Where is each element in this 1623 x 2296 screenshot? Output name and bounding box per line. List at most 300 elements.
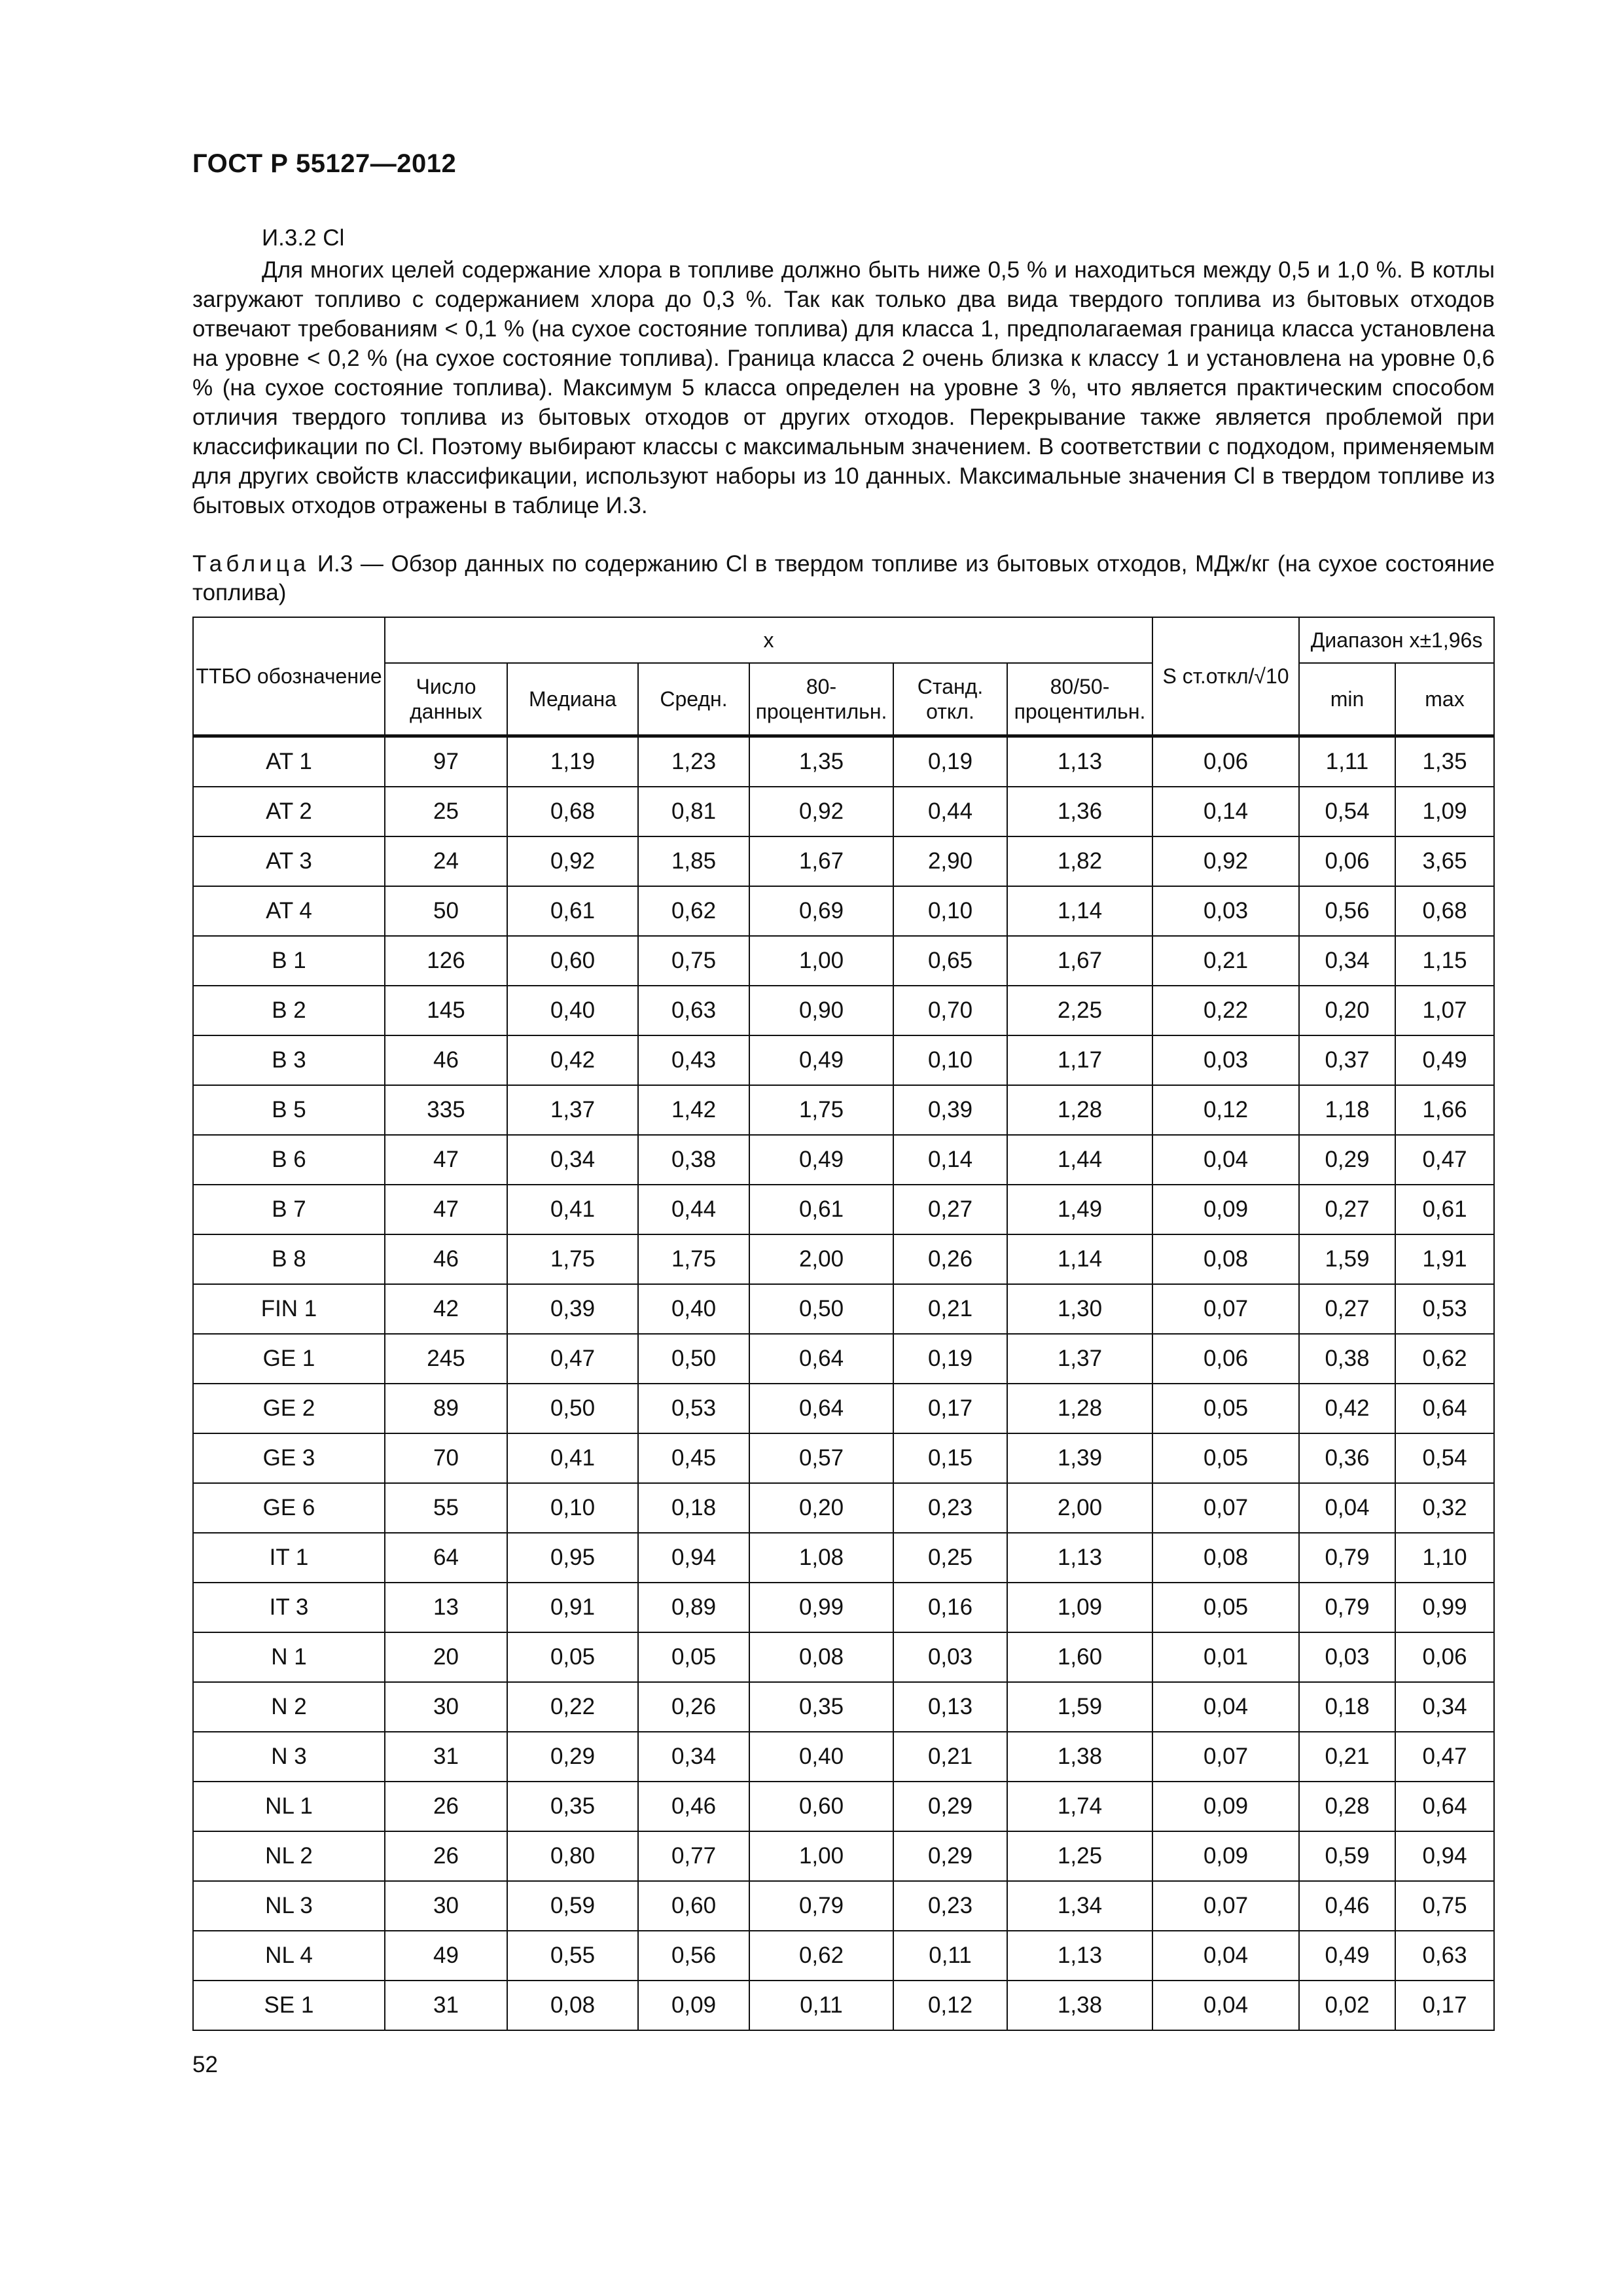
- table-cell: 0,68: [507, 787, 638, 836]
- table-cell: 0,05: [1152, 1384, 1299, 1433]
- table-cell: 0,26: [638, 1682, 749, 1732]
- table-cell: 1,66: [1395, 1085, 1494, 1135]
- table-row: [193, 1234, 1494, 1284]
- table-cell: 0,43: [638, 1035, 749, 1085]
- table-cell: 1,17: [1007, 1035, 1152, 1085]
- header-p80: 80-процентильн.: [749, 663, 893, 736]
- table-cell: 24: [385, 836, 507, 886]
- table-cell: 0,42: [1299, 1384, 1395, 1433]
- table-cell: 0,92: [1152, 836, 1299, 886]
- table-cell: 0,01: [1152, 1632, 1299, 1682]
- table-row: [193, 1881, 1494, 1931]
- table-cell: 0,92: [507, 836, 638, 886]
- table-row: [193, 1732, 1494, 1782]
- table-cell: 0,46: [1299, 1881, 1395, 1931]
- table-cell: 1,13: [1007, 1533, 1152, 1583]
- table-cell: 0,63: [638, 986, 749, 1035]
- table-cell: 47: [385, 1185, 507, 1234]
- table-row: [193, 1085, 1494, 1135]
- table-row: [193, 1632, 1494, 1682]
- table-cell: 0,94: [638, 1533, 749, 1583]
- table-cell: 0,64: [1395, 1384, 1494, 1433]
- table-cell: 0,09: [638, 1981, 749, 2030]
- table-row: [193, 1831, 1494, 1881]
- table-cell: 0,11: [893, 1931, 1007, 1981]
- table-cell: 0,94: [1395, 1831, 1494, 1881]
- table-cell: 0,64: [749, 1334, 893, 1384]
- table-cell: 1,13: [1007, 1931, 1152, 1981]
- table-cell: 0,11: [749, 1981, 893, 2030]
- table-row: [193, 1782, 1494, 1831]
- header-median: Медиана: [507, 663, 638, 736]
- table-cell: 0,56: [1299, 886, 1395, 936]
- table-cell: 0,57: [749, 1433, 893, 1483]
- table-cell: 0,35: [749, 1682, 893, 1732]
- table-cell: 0,08: [507, 1981, 638, 2030]
- table-cell: 0,44: [893, 787, 1007, 836]
- table-cell-designation: AT 3: [193, 836, 385, 886]
- table-cell: 0,03: [1152, 886, 1299, 936]
- table-row: [193, 1334, 1494, 1384]
- table-row: [193, 1931, 1494, 1981]
- table-cell: 1,15: [1395, 936, 1494, 986]
- table-cell: 0,06: [1152, 1334, 1299, 1384]
- table-cell: 0,39: [507, 1284, 638, 1334]
- header-stdev: Станд. откл.: [893, 663, 1007, 736]
- table-cell: 97: [385, 736, 507, 787]
- header-max: max: [1395, 663, 1494, 736]
- table-cell: 0,29: [893, 1831, 1007, 1881]
- table-cell: 0,42: [507, 1035, 638, 1085]
- table-cell: 0,81: [638, 787, 749, 836]
- table-caption: [192, 550, 1495, 607]
- table-row: [193, 1284, 1494, 1334]
- table-cell: 0,29: [507, 1732, 638, 1782]
- table-cell: 0,92: [749, 787, 893, 836]
- table-cell: 0,20: [749, 1483, 893, 1533]
- table-cell: 0,21: [1152, 936, 1299, 986]
- table-cell: 0,06: [1395, 1632, 1494, 1682]
- table-cell: 46: [385, 1035, 507, 1085]
- table-cell: 0,44: [638, 1185, 749, 1234]
- table-cell: 0,45: [638, 1433, 749, 1483]
- table-row: [193, 1682, 1494, 1732]
- table-cell: 0,38: [1299, 1334, 1395, 1384]
- table-caption-text: И.3 — Обзор данных по содержанию Cl в твердом топливе из бытовых отходов, МДж/кг (на сухое состояние топлива): [192, 551, 1495, 605]
- table-cell: 0,07: [1152, 1881, 1299, 1931]
- table-cell-designation: N 2: [193, 1682, 385, 1732]
- table-cell: 0,79: [1299, 1533, 1395, 1583]
- table-cell: 0,06: [1299, 836, 1395, 886]
- table-row: [193, 1981, 1494, 2030]
- table-cell: 0,79: [1299, 1583, 1395, 1632]
- table-row: [193, 886, 1494, 936]
- table-cell: 0,59: [1299, 1831, 1395, 1881]
- table-cell: 0,17: [1395, 1981, 1494, 2030]
- table-cell: 0,32: [1395, 1483, 1494, 1533]
- table-cell-designation: B 5: [193, 1085, 385, 1135]
- table-row: [193, 836, 1494, 886]
- table-cell: 0,07: [1152, 1732, 1299, 1782]
- table-cell: 0,27: [1299, 1284, 1395, 1334]
- table-cell: 0,54: [1299, 787, 1395, 836]
- table-cell-designation: GE 2: [193, 1384, 385, 1433]
- table-cell: 1,37: [1007, 1334, 1152, 1384]
- table-cell: 1,91: [1395, 1234, 1494, 1284]
- table-cell: 0,18: [638, 1483, 749, 1533]
- table-cell: 0,50: [749, 1284, 893, 1334]
- table-cell-designation: N 3: [193, 1732, 385, 1782]
- table-cell: 1,28: [1007, 1085, 1152, 1135]
- table-cell-designation: NL 4: [193, 1931, 385, 1981]
- table-cell-designation: B 7: [193, 1185, 385, 1234]
- table-cell: 1,75: [638, 1234, 749, 1284]
- table-cell: 0,20: [1299, 986, 1395, 1035]
- table-cell: 1,85: [638, 836, 749, 886]
- table-cell: 0,19: [893, 1334, 1007, 1384]
- table-cell: 1,14: [1007, 886, 1152, 936]
- table-cell: 0,03: [1299, 1632, 1395, 1682]
- header-p8050: 80/50-процентильн.: [1007, 663, 1152, 736]
- table-cell: 0,99: [1395, 1583, 1494, 1632]
- table-cell: 1,60: [1007, 1632, 1152, 1682]
- section-title: И.3.2 Cl: [262, 225, 345, 251]
- table-row: [193, 736, 1494, 787]
- table-cell: 1,38: [1007, 1732, 1152, 1782]
- table-cell: 0,04: [1152, 1682, 1299, 1732]
- table-cell: 0,07: [1152, 1483, 1299, 1533]
- table-cell: 0,28: [1299, 1782, 1395, 1831]
- table-cell: 0,50: [638, 1334, 749, 1384]
- table-cell: 0,04: [1299, 1483, 1395, 1533]
- table-cell: 0,27: [1299, 1185, 1395, 1234]
- table-cell-designation: IT 1: [193, 1533, 385, 1583]
- header-mean: Средн.: [638, 663, 749, 736]
- table-cell: 1,42: [638, 1085, 749, 1135]
- table-cell: 0,23: [893, 1881, 1007, 1931]
- table-cell: 89: [385, 1384, 507, 1433]
- table-cell: 126: [385, 936, 507, 986]
- table-cell-designation: SE 1: [193, 1981, 385, 2030]
- table-cell: 0,04: [1152, 1981, 1299, 2030]
- table-cell: 0,15: [893, 1433, 1007, 1483]
- table-cell-designation: AT 4: [193, 886, 385, 936]
- table-cell: 0,47: [507, 1334, 638, 1384]
- table-cell: 0,39: [893, 1085, 1007, 1135]
- table-cell: 1,67: [749, 836, 893, 886]
- table-cell: 0,04: [1152, 1135, 1299, 1185]
- table-cell-designation: B 3: [193, 1035, 385, 1085]
- table-cell-designation: AT 1: [193, 736, 385, 787]
- table-cell: 1,49: [1007, 1185, 1152, 1234]
- table-cell: 26: [385, 1831, 507, 1881]
- table-cell: 0,08: [1152, 1533, 1299, 1583]
- table-cell: 0,53: [1395, 1284, 1494, 1334]
- table-cell: 0,26: [893, 1234, 1007, 1284]
- table-cell: 0,05: [1152, 1433, 1299, 1483]
- table-cell: 0,62: [1395, 1334, 1494, 1384]
- table-cell: 0,41: [507, 1433, 638, 1483]
- table-cell: 0,77: [638, 1831, 749, 1881]
- table-cell: 0,46: [638, 1782, 749, 1831]
- table-cell: 0,34: [1299, 936, 1395, 986]
- table-cell: 1,38: [1007, 1981, 1152, 2030]
- table-cell: 0,03: [893, 1632, 1007, 1682]
- table-cell: 1,00: [749, 936, 893, 986]
- table-cell: 245: [385, 1334, 507, 1384]
- table-row: [193, 936, 1494, 986]
- table-cell: 1,44: [1007, 1135, 1152, 1185]
- table-cell: 0,09: [1152, 1782, 1299, 1831]
- table-cell: 0,47: [1395, 1732, 1494, 1782]
- table-cell: 0,80: [507, 1831, 638, 1881]
- table-cell: 0,99: [749, 1583, 893, 1632]
- table-cell: 31: [385, 1732, 507, 1782]
- table-cell: 0,60: [749, 1782, 893, 1831]
- table-cell: 0,40: [749, 1732, 893, 1782]
- table-cell-designation: NL 1: [193, 1782, 385, 1831]
- body-text: [192, 255, 1495, 520]
- table-cell: 2,90: [893, 836, 1007, 886]
- table-cell: 3,65: [1395, 836, 1494, 886]
- table-cell: 0,89: [638, 1583, 749, 1632]
- table-cell: 0,35: [507, 1782, 638, 1831]
- table-cell: 0,05: [1152, 1583, 1299, 1632]
- table-cell: 0,63: [1395, 1931, 1494, 1981]
- table-cell: 0,14: [893, 1135, 1007, 1185]
- table-cell: 0,03: [1152, 1035, 1299, 1085]
- table-cell: 1,10: [1395, 1533, 1494, 1583]
- table-cell: 0,08: [749, 1632, 893, 1682]
- table-body: [193, 736, 1494, 2031]
- table-cell: 0,41: [507, 1185, 638, 1234]
- table-cell: 1,28: [1007, 1384, 1152, 1433]
- table-cell: 0,34: [638, 1732, 749, 1782]
- table-cell: 0,29: [1299, 1135, 1395, 1185]
- table-cell: 1,35: [749, 736, 893, 787]
- table-cell: 1,25: [1007, 1831, 1152, 1881]
- table-cell: 0,49: [749, 1135, 893, 1185]
- table-cell: 1,18: [1299, 1085, 1395, 1135]
- table-cell: 0,12: [893, 1981, 1007, 2030]
- table-cell-designation: B 6: [193, 1135, 385, 1185]
- table-cell: 0,64: [1395, 1782, 1494, 1831]
- table-cell: 55: [385, 1483, 507, 1533]
- table-header: [193, 617, 1494, 736]
- page-number: 52: [192, 2052, 218, 2077]
- table-cell: 1,34: [1007, 1881, 1152, 1931]
- table-cell: 25: [385, 787, 507, 836]
- header-s: S ст.откл/√10: [1152, 617, 1299, 736]
- table-cell: 1,08: [749, 1533, 893, 1583]
- table-cell: 0,62: [749, 1931, 893, 1981]
- document-header: ГОСТ Р 55127—2012: [192, 149, 457, 178]
- table-cell: 26: [385, 1782, 507, 1831]
- body-paragraph: Для многих целей содержание хлора в топливе должно быть ниже 0,5 % и находиться между 0,5 и 1,0 %. В котлы загружают топливо с содержанием хлора до 0,3 %. Так как только два вида твердого топлива из бытовых отходов отвечают требованиям < 0,1 % (на сухое состояние топлива) для класса 1, предполагаемая граница класса установлена на уровне < 0,2 % (на сухое состояние топлива). Граница класса 2 очень близка к классу 1 и установлена на уровне 0,6 % (на сухое состояние топлива). Максимум 5 класса определен на уровне 3 %, что является практическим способом отличия твердого топлива из бытовых отходов от других отходов. Перекрывание также является проблемой при классификации по Cl. Поэтому выбирают классы с максимальным значением. В соответствии с подходом, применяемым для других свойств классификации, используют наборы из 10 данных. Максимальные значения Cl в твердом топливе из бытовых отходов отражены в таблице И.3.: [192, 257, 1495, 518]
- table-cell-designation: GE 3: [193, 1433, 385, 1483]
- table-cell: 0,21: [893, 1284, 1007, 1334]
- table-cell: 31: [385, 1981, 507, 2030]
- table-cell: 0,61: [749, 1185, 893, 1234]
- table-row: [193, 1533, 1494, 1583]
- table-cell: 0,95: [507, 1533, 638, 1583]
- table-cell: 1,75: [749, 1085, 893, 1135]
- table-cell-designation: IT 3: [193, 1583, 385, 1632]
- table-cell: 1,23: [638, 736, 749, 787]
- table-cell-designation: GE 1: [193, 1334, 385, 1384]
- table-cell: 0,75: [1395, 1881, 1494, 1931]
- table-cell: 0,21: [893, 1732, 1007, 1782]
- table-cell: 0,29: [893, 1782, 1007, 1831]
- table-cell: 2,00: [749, 1234, 893, 1284]
- table-cell: 0,18: [1299, 1682, 1395, 1732]
- table-cell: 1,09: [1395, 787, 1494, 836]
- table-cell: 49: [385, 1931, 507, 1981]
- table-cell: 0,13: [893, 1682, 1007, 1732]
- table-cell: 0,21: [1299, 1732, 1395, 1782]
- table-cell: 0,60: [638, 1881, 749, 1931]
- table-cell: 2,00: [1007, 1483, 1152, 1533]
- header-x-group: x: [385, 617, 1152, 663]
- table-cell: 0,04: [1152, 1931, 1299, 1981]
- table-cell: 0,40: [507, 986, 638, 1035]
- table-cell: 0,34: [1395, 1682, 1494, 1732]
- table-row: [193, 1185, 1494, 1234]
- table-row: [193, 986, 1494, 1035]
- table-row: [193, 1135, 1494, 1185]
- table-cell: 0,49: [749, 1035, 893, 1085]
- table-cell: 0,54: [1395, 1433, 1494, 1483]
- table-cell: 20: [385, 1632, 507, 1682]
- table-cell: 1,30: [1007, 1284, 1152, 1334]
- table-cell: 46: [385, 1234, 507, 1284]
- table-row: [193, 1433, 1494, 1483]
- table-cell: 335: [385, 1085, 507, 1135]
- table-cell: 1,09: [1007, 1583, 1152, 1632]
- table-cell: 0,38: [638, 1135, 749, 1185]
- table-cell: 0,19: [893, 736, 1007, 787]
- table-cell: 0,36: [1299, 1433, 1395, 1483]
- table-cell: 1,14: [1007, 1234, 1152, 1284]
- table-cell-designation: B 2: [193, 986, 385, 1035]
- table-cell: 0,25: [893, 1533, 1007, 1583]
- table-cell: 70: [385, 1433, 507, 1483]
- table-cell: 0,02: [1299, 1981, 1395, 2030]
- table-cell: 0,70: [893, 986, 1007, 1035]
- table-cell: 1,39: [1007, 1433, 1152, 1483]
- table-cell: 1,37: [507, 1085, 638, 1135]
- header-count: Число данных: [385, 663, 507, 736]
- table-cell: 42: [385, 1284, 507, 1334]
- table-cell: 0,47: [1395, 1135, 1494, 1185]
- table-cell: 0,07: [1152, 1284, 1299, 1334]
- table-cell: 0,10: [893, 886, 1007, 936]
- chlorine-data-table: [192, 617, 1495, 2031]
- header-designation: ТТБО обозначение: [193, 617, 385, 736]
- table-cell: 0,79: [749, 1881, 893, 1931]
- table-cell-designation: NL 2: [193, 1831, 385, 1881]
- table-cell: 0,69: [749, 886, 893, 936]
- table-cell: 1,74: [1007, 1782, 1152, 1831]
- table-cell: 1,59: [1007, 1682, 1152, 1732]
- table-row: [193, 1035, 1494, 1085]
- table-cell: 0,05: [507, 1632, 638, 1682]
- table-cell: 0,09: [1152, 1831, 1299, 1881]
- table-cell: 1,67: [1007, 936, 1152, 986]
- table-cell: 1,07: [1395, 986, 1494, 1035]
- table-row: [193, 1384, 1494, 1433]
- table-cell: 0,49: [1395, 1035, 1494, 1085]
- table-cell: 50: [385, 886, 507, 936]
- table-cell: 0,50: [507, 1384, 638, 1433]
- table-cell: 30: [385, 1881, 507, 1931]
- table-cell: 0,91: [507, 1583, 638, 1632]
- table-cell: 0,61: [507, 886, 638, 936]
- table-cell-designation: FIN 1: [193, 1284, 385, 1334]
- table-cell: 13: [385, 1583, 507, 1632]
- table-cell: 0,64: [749, 1384, 893, 1433]
- table-cell-designation: NL 3: [193, 1881, 385, 1931]
- table-cell: 0,61: [1395, 1185, 1494, 1234]
- table-cell: 0,68: [1395, 886, 1494, 936]
- table-cell: 1,35: [1395, 736, 1494, 787]
- table-cell: 0,90: [749, 986, 893, 1035]
- table-cell: 0,62: [638, 886, 749, 936]
- table-cell: 1,75: [507, 1234, 638, 1284]
- table-cell: 64: [385, 1533, 507, 1583]
- header-range-group: Диапазон x±1,96s: [1299, 617, 1494, 663]
- table-row: [193, 1583, 1494, 1632]
- table-cell: 0,60: [507, 936, 638, 986]
- table-cell: 0,37: [1299, 1035, 1395, 1085]
- table-cell: 1,19: [507, 736, 638, 787]
- table-cell: 47: [385, 1135, 507, 1185]
- table-cell: 0,49: [1299, 1931, 1395, 1981]
- table-cell-designation: B 1: [193, 936, 385, 986]
- table-cell-designation: GE 6: [193, 1483, 385, 1533]
- table-cell: 1,13: [1007, 736, 1152, 787]
- table-cell: 0,06: [1152, 736, 1299, 787]
- table-cell: 0,75: [638, 936, 749, 986]
- table-caption-label: Таблица: [192, 551, 310, 577]
- table-cell: 2,25: [1007, 986, 1152, 1035]
- table-cell: 0,34: [507, 1135, 638, 1185]
- table-cell: 145: [385, 986, 507, 1035]
- table-cell: 0,10: [893, 1035, 1007, 1085]
- table-row: [193, 1483, 1494, 1533]
- table-cell: 30: [385, 1682, 507, 1732]
- table-cell: 0,53: [638, 1384, 749, 1433]
- header-min: min: [1299, 663, 1395, 736]
- table-row: [193, 787, 1494, 836]
- table-cell: 0,40: [638, 1284, 749, 1334]
- table-cell: 1,00: [749, 1831, 893, 1881]
- table-cell: 0,05: [638, 1632, 749, 1682]
- table-cell: 0,22: [1152, 986, 1299, 1035]
- table-cell: 0,16: [893, 1583, 1007, 1632]
- table-cell: 0,09: [1152, 1185, 1299, 1234]
- table-cell: 0,59: [507, 1881, 638, 1931]
- table-cell: 0,22: [507, 1682, 638, 1732]
- table-cell-designation: AT 2: [193, 787, 385, 836]
- table-cell: 0,55: [507, 1931, 638, 1981]
- table-cell-designation: N 1: [193, 1632, 385, 1682]
- table-cell: 0,08: [1152, 1234, 1299, 1284]
- table-cell: 1,59: [1299, 1234, 1395, 1284]
- table-cell: 0,27: [893, 1185, 1007, 1234]
- table-cell: 0,14: [1152, 787, 1299, 836]
- table-cell: 0,56: [638, 1931, 749, 1981]
